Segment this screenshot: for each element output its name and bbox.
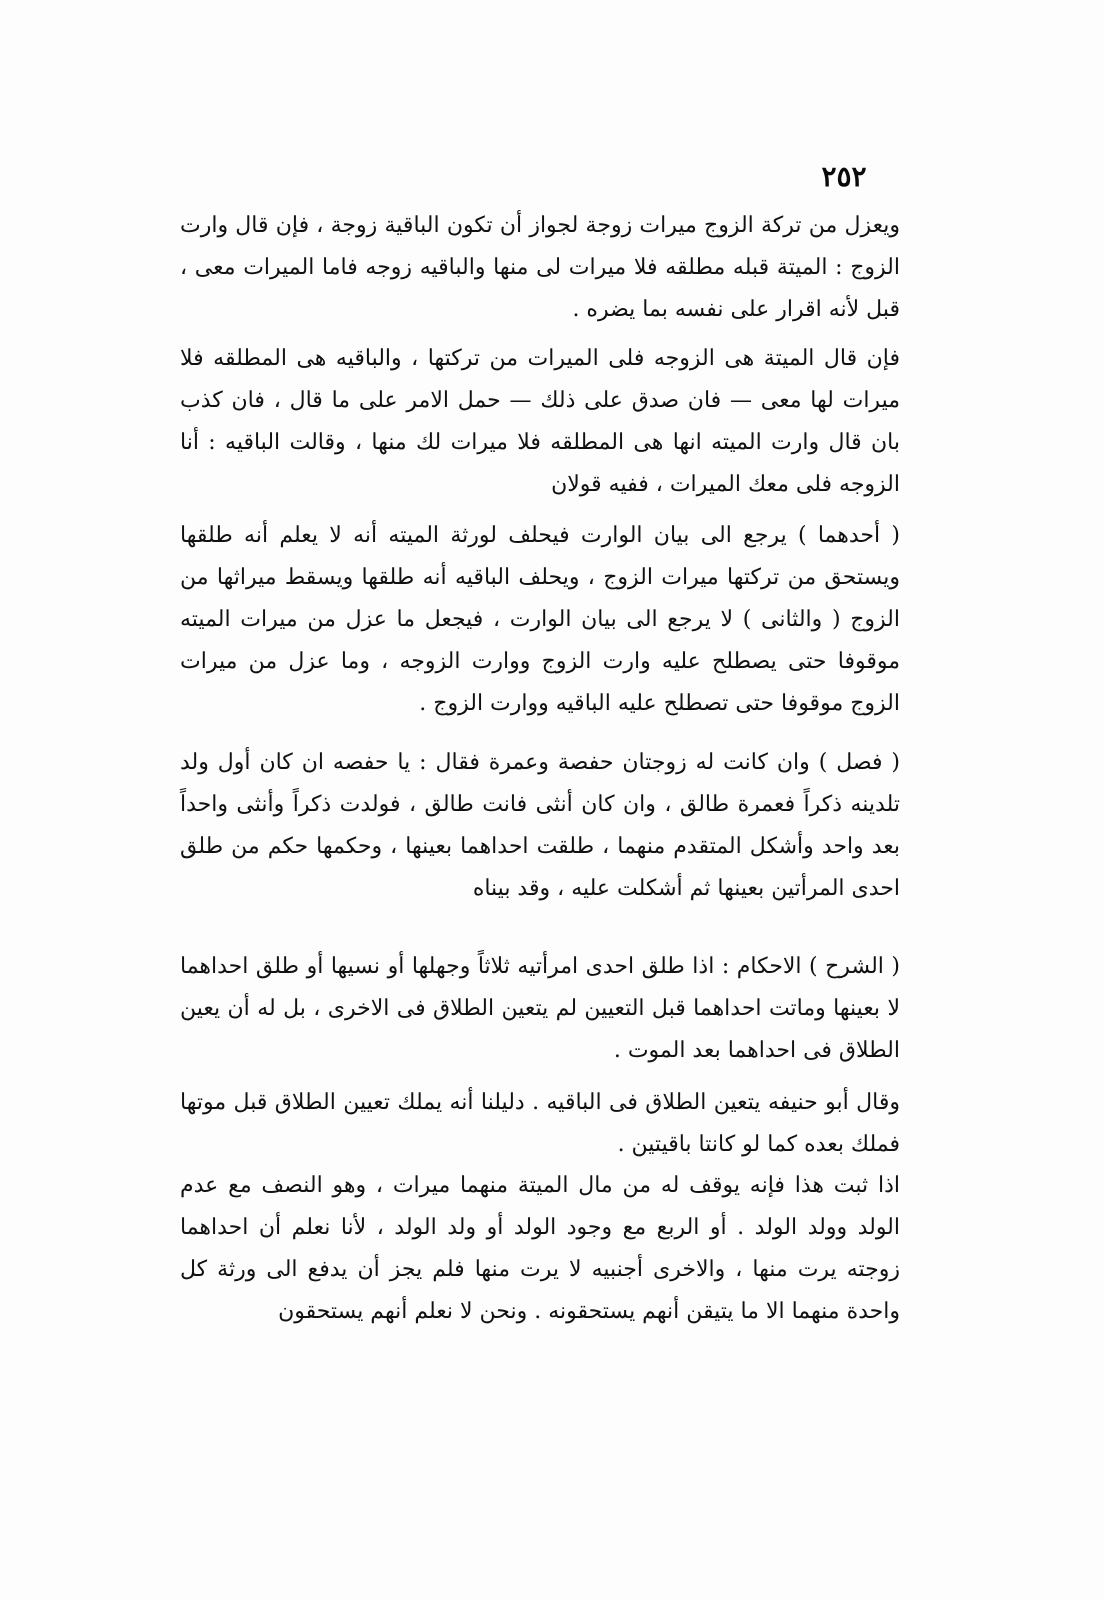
paragraph-text: ويعزل من تركة الزوج ميرات زوجة لجواز أن تكون الباقية زوجة ، فإن قال وارت الزوج : الميتة قبله مطلقه فلا ميرات لى منها والباقيه زوجه فاما الميرات معى ، قبل لأنه اقرار على نفسه بما يضره . (180, 213, 900, 322)
paragraph-text: ( أحدهما ) يرجع الى بيان الوارت فيحلف لورثة الميته أنه لا يعلم أنه طلقها ويستحق من تركتها ميرات الزوج ، ويحلف الباقيه أنه طلقها ويسقط ميراثها من الزوج ( والثانى ) لا يرجع الى بيان الوارت ، فيجعل ما عزل من ميرات الميته موقوفا حتى يصطلح عليه وارت الزوج ووارت الزوجه ، وما عزل من ميرات الزوج موقوفا حتى تصطلح عليه الباقيه ووارت الزوج . (180, 523, 900, 716)
paragraph-share-reserved (180, 1165, 900, 1333)
paragraph-text: فإن قال الميتة هى الزوجه فلى الميرات من تركتها ، والباقيه هى المطلقه فلا ميرات لها معى — فان صدق على ذلك — حمل الامر على ما قال ، فان كذب بان قال وارت الميته انها هى المطلقه فلا ميرات لك منها ، وقالت الباقيه : أنا الزوجه فلى معك الميرات ، ففيه قولان (180, 346, 900, 497)
paragraph-sharh-commentary (180, 946, 900, 1072)
paragraph-text: وقال أبو حنيفه يتعين الطلاق فى الباقيه . دليلنا أنه يملك تعيين الطلاق قبل موتها فملك بعده كما لو كانتا باقيتين . (180, 1090, 900, 1157)
paragraph-inheritance-set-aside (180, 205, 900, 331)
paragraph-text: ( فصل ) وان كانت له زوجتان حفصة وعمرة فقال : يا حفصه ان كان أول ولد تلدينه ذكراً فعمرة طالق ، وان كان أنثى فانت طالق ، فولدت ذكراً وأنثى واحداً بعد واحد وأشكل المتقدم منهما ، طلقت احداهما بعينها ، وحكمها حكم من طلق احدى المرأتين بعينها ثم أشكلت عليه ، وقد بيناه (180, 750, 900, 901)
paragraph-text: ( الشرح ) الاحكام : اذا طلق احدى امرأتيه ثلاثاً وجهلها أو نسيها أو طلق احداهما لا بعينها وماتت احداهما قبل التعيين لم يتعين الطلاق فى الاخرى ، بل له أن يعين الطلاق فى احداهما بعد الموت . (180, 954, 900, 1063)
paragraph-fasl-section (180, 742, 900, 910)
paragraph-text: اذا ثبت هذا فإنه يوقف له من مال الميتة منهما ميرات ، وهو النصف مع عدم الولد وولد الولد . أو الربع مع وجود الولد أو ولد الولد ، لأنا نعلم أن احداهما زوجته يرت منها ، والاخرى أجنبيه لا يرت منها فلم يجز أن يدفع الى ورثة كل واحدة منهما الا ما يتيقن أنهم يستحقونه . ونحن لا نعلم أنهم يستحقون (180, 1173, 900, 1324)
paragraph-two-opinions (180, 515, 900, 725)
paragraph-dispute-heirs (180, 338, 900, 506)
paragraph-abu-hanifa-opinion (180, 1082, 900, 1166)
page-number: ٢٥٢ (821, 160, 867, 193)
